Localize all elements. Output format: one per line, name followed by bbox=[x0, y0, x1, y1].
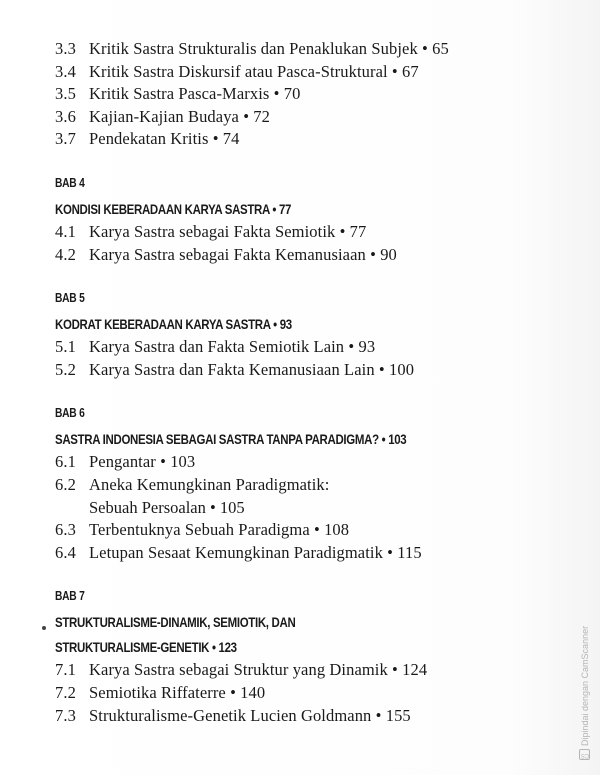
entry-number: 6.3 bbox=[55, 520, 76, 540]
table-of-contents bbox=[55, 38, 575, 727]
camscanner-icon: CS bbox=[580, 749, 591, 760]
entry-number: 6.1 bbox=[55, 452, 76, 472]
toc-entry-4-1 bbox=[55, 221, 575, 244]
entry-number: 6.2 bbox=[55, 474, 76, 494]
chapter-label-bab-7: BAB 7 bbox=[55, 589, 85, 604]
chapter-title-bab-7-line-2: STRUKTURALISME-GENETIK • 123 bbox=[55, 639, 237, 656]
entry-number: 7.3 bbox=[55, 705, 76, 725]
entry-title: Kritik Sastra Diskursif atau Pasca-Struktural • 67 bbox=[89, 61, 419, 81]
toc-entry-6-1 bbox=[55, 451, 575, 474]
entry-title: Karya Sastra sebagai Fakta Kemanusiaan • 90 bbox=[89, 244, 397, 264]
entry-number: 4.2 bbox=[55, 244, 76, 264]
toc-entry-3-7 bbox=[55, 128, 575, 151]
entry-title: Letupan Sesaat Kemungkinan Paradigmatik • 115 bbox=[89, 542, 422, 562]
entry-number: 3.3 bbox=[55, 39, 76, 58]
entry-number: 3.4 bbox=[55, 61, 76, 81]
entry-title: Pengantar • 103 bbox=[89, 452, 196, 472]
entry-title: Karya Sastra sebagai Fakta Semiotik • 77 bbox=[89, 221, 367, 241]
entry-title: Karya Sastra dan Fakta Semiotik Lain • 93 bbox=[89, 337, 376, 357]
entry-title: Kritik Sastra Strukturalis dan Penaklukan Subjek • 65 bbox=[89, 39, 449, 58]
toc-entry-5-1 bbox=[55, 336, 575, 359]
entry-title: Karya Sastra sebagai Struktur yang Dinamik • 124 bbox=[89, 660, 428, 680]
chapter-title-bab-4: KONDISI KEBERADAAN KARYA SASTRA • 77 bbox=[55, 200, 292, 217]
stray-mark bbox=[42, 626, 46, 630]
entry-number: 3.5 bbox=[55, 84, 76, 104]
toc-entry-6-4 bbox=[55, 542, 575, 565]
entry-title: Semiotika Riffaterre • 140 bbox=[89, 682, 266, 702]
entry-title: Aneka Kemungkinan Paradigmatik: bbox=[89, 474, 330, 494]
entry-title: Strukturalisme-Genetik Lucien Goldmann • 155 bbox=[89, 705, 411, 725]
scanner-watermark bbox=[578, 625, 592, 760]
chapter-label-bab-6: BAB 6 bbox=[55, 406, 85, 421]
chapter-title-bab-5: KODRAT KEBERADAAN KARYA SASTRA • 93 bbox=[55, 316, 292, 333]
toc-entry-5-2 bbox=[55, 359, 575, 382]
entry-title: Kajian-Kajian Budaya • 72 bbox=[89, 106, 271, 126]
chapter-label-bab-5: BAB 5 bbox=[55, 291, 85, 306]
toc-entry-3-3 bbox=[55, 38, 575, 61]
entry-number: 5.1 bbox=[55, 337, 76, 357]
entry-number: 5.2 bbox=[55, 359, 76, 379]
toc-entry-3-6 bbox=[55, 106, 575, 129]
entry-number: 7.1 bbox=[55, 660, 76, 680]
entry-title: Pendekatan Kritis • 74 bbox=[89, 129, 240, 149]
entry-number: 4.1 bbox=[55, 221, 76, 241]
entry-number: 3.7 bbox=[55, 129, 76, 149]
toc-entry-6-3 bbox=[55, 519, 575, 542]
toc-entry-4-2 bbox=[55, 244, 575, 267]
chapter-label-bab-4: BAB 4 bbox=[55, 175, 85, 190]
entry-number: 3.6 bbox=[55, 106, 76, 126]
toc-entry-6-2 bbox=[55, 474, 575, 497]
toc-entry-7-3 bbox=[55, 705, 575, 728]
toc-entry-3-4 bbox=[55, 61, 575, 84]
chapter-title-bab-7-line-1: STRUKTURALISME-DINAMIK, SEMIOTIK, DAN bbox=[55, 614, 296, 631]
toc-entry-7-1 bbox=[55, 659, 575, 682]
toc-entry-7-2 bbox=[55, 682, 575, 705]
entry-number: 6.4 bbox=[55, 542, 76, 562]
toc-entry-3-5 bbox=[55, 83, 575, 106]
watermark-text: Dipindai dengan CamScanner bbox=[580, 625, 590, 746]
entry-title: Karya Sastra dan Fakta Kemanusiaan Lain • 100 bbox=[89, 359, 415, 379]
entry-title: Terbentuknya Sebuah Paradigma • 108 bbox=[89, 520, 350, 540]
chapter-title-bab-6: SASTRA INDONESIA SEBAGAI SASTRA TANPA PARADIGMA? • 103 bbox=[55, 431, 407, 448]
entry-number: 7.2 bbox=[55, 682, 76, 702]
toc-entry-6-2-continuation: Sebuah Persoalan • 105 bbox=[89, 497, 245, 517]
entry-title: Kritik Sastra Pasca-Marxis • 70 bbox=[89, 84, 301, 104]
